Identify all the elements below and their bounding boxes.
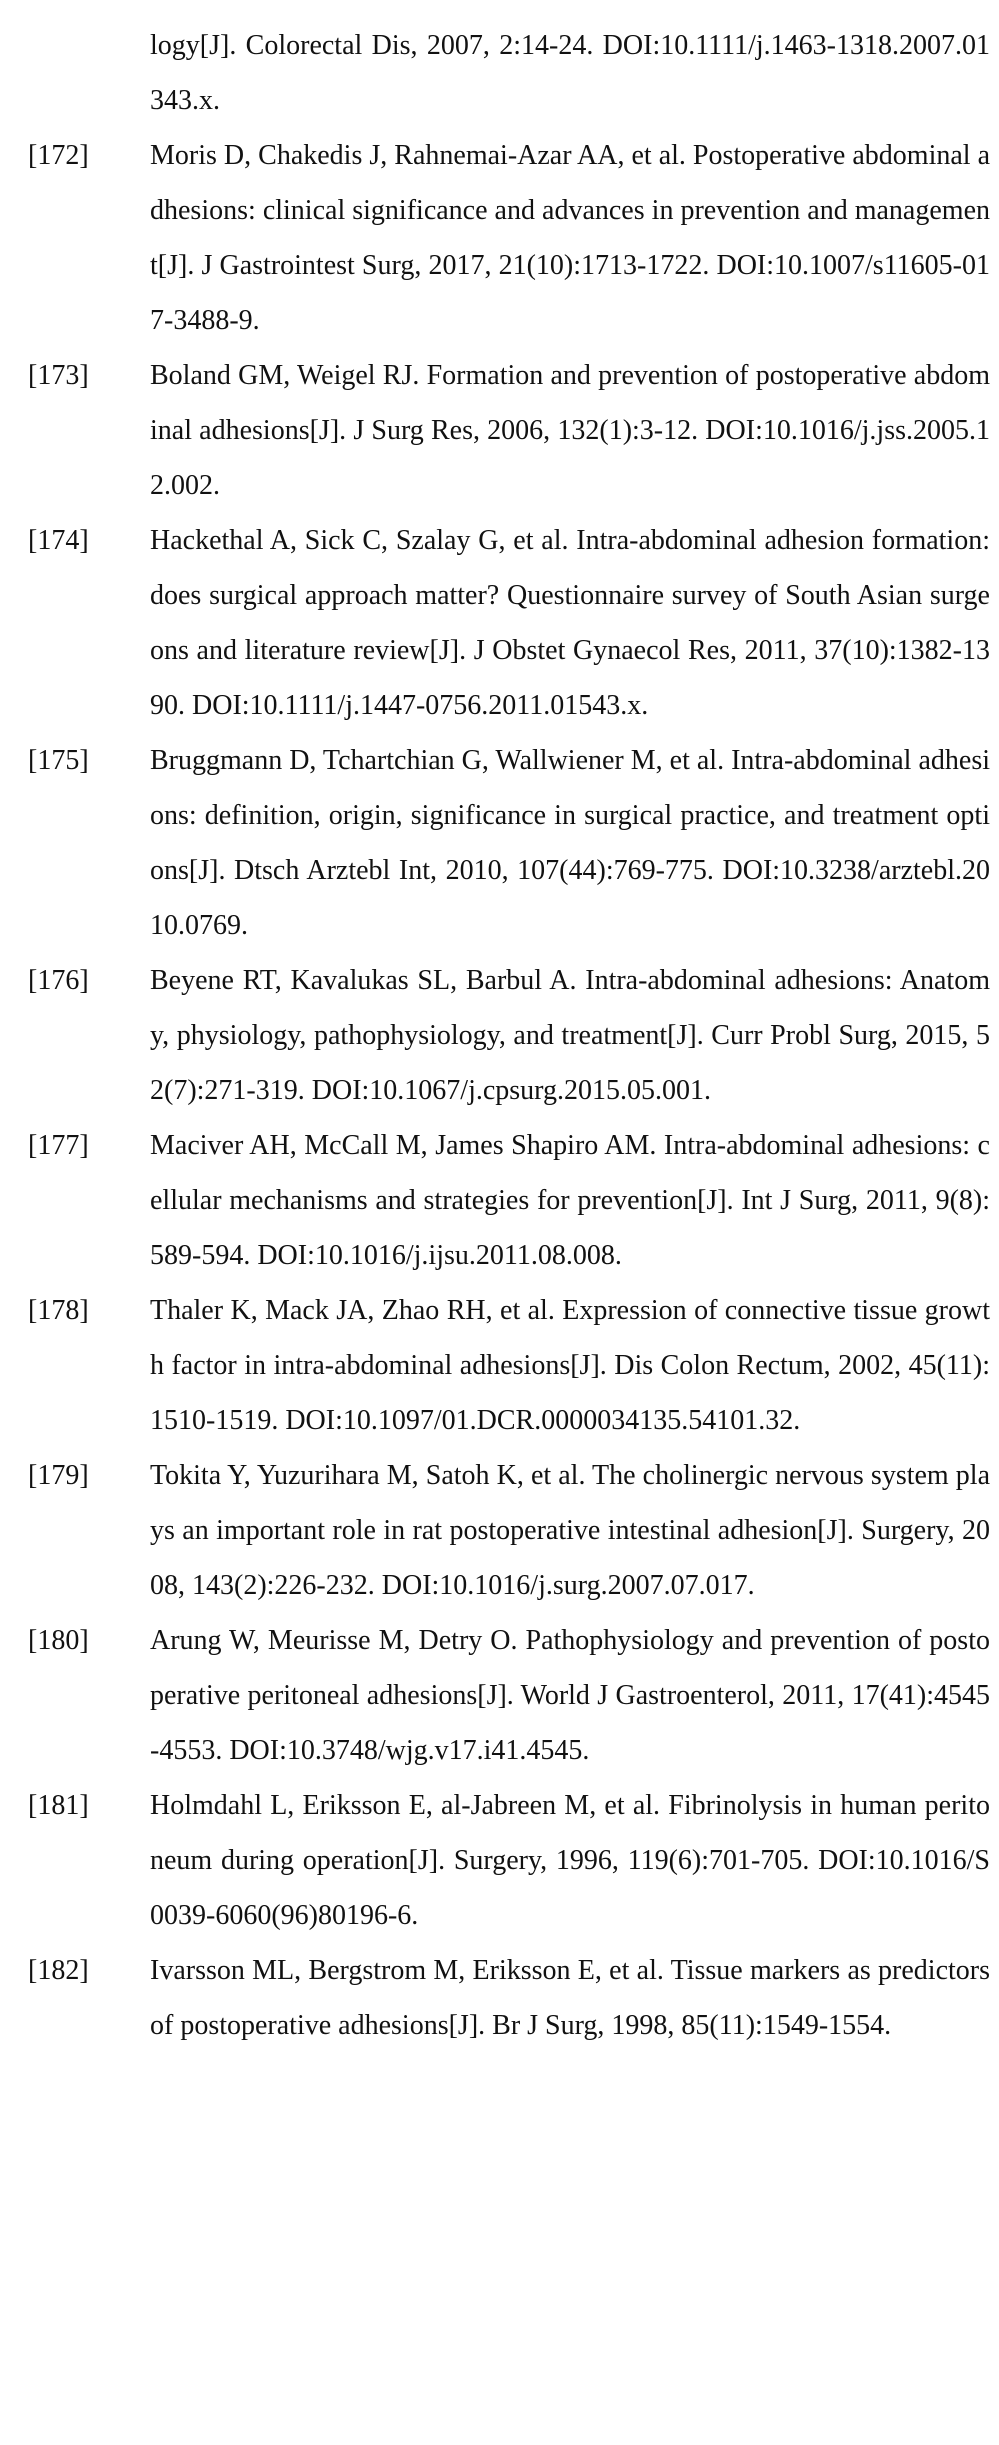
reference-item-182 bbox=[0, 1943, 999, 2053]
reference-number: [175] bbox=[28, 745, 89, 776]
reference-item-173 bbox=[0, 348, 999, 513]
reference-text: Moris D, Chakedis J, Rahnemai-Azar AA, et al. Postoperative abdominal adhesions: clinical significance and advances in prevention and management[J]. J Gastrointest Surg, 2017, 21(10):1713-1722. DOI:10.1007/s11605-017-3488-9. bbox=[150, 140, 990, 336]
reference-text: Bruggmann D, Tchartchian G, Wallwiener M, et al. Intra-abdominal adhesions: definition, origin, significance in surgical practice, and treatment options[J]. Dtsch Arztebl Int, 2010, 107(44):769-775. DOI:10.3238/arztebl.2010.0769. bbox=[150, 745, 990, 941]
reference-item-178 bbox=[0, 1283, 999, 1448]
reference-text: Maciver AH, McCall M, James Shapiro AM. Intra-abdominal adhesions: cellular mechanisms and strategies for prevention[J]. Int J Surg, 2011, 9(8):589-594. DOI:10.1016/j.ijsu.2011.08.008. bbox=[150, 1130, 990, 1271]
reference-number: [181] bbox=[28, 1790, 89, 1821]
reference-item-177 bbox=[0, 1118, 999, 1283]
reference-item-181 bbox=[0, 1778, 999, 1943]
reference-number: [172] bbox=[28, 140, 89, 171]
reference-text: Holmdahl L, Eriksson E, al-Jabreen M, et al. Fibrinolysis in human peritoneum during operation[J]. Surgery, 1996, 119(6):701-705. DOI:10.1016/S0039-6060(96)80196-6. bbox=[150, 1790, 990, 1931]
reference-number: [177] bbox=[28, 1130, 89, 1161]
reference-item-175 bbox=[0, 733, 999, 953]
reference-item-172 bbox=[0, 128, 999, 348]
reference-number: [173] bbox=[28, 360, 89, 391]
reference-item-174 bbox=[0, 513, 999, 733]
reference-text: Arung W, Meurisse M, Detry O. Pathophysiology and prevention of postoperative peritoneal adhesions[J]. World J Gastroenterol, 2011, 17(41):4545-4553. DOI:10.3748/wjg.v17.i41.4545. bbox=[150, 1625, 990, 1766]
reference-text: Beyene RT, Kavalukas SL, Barbul A. Intra-abdominal adhesions: Anatomy, physiology, pathophysiology, and treatment[J]. Curr Probl Surg, 2015, 52(7):271-319. DOI:10.1067/j.cpsurg.2015.05.001. bbox=[150, 965, 990, 1106]
reference-list bbox=[0, 18, 999, 2053]
reference-item-179 bbox=[0, 1448, 999, 1613]
reference-number: [182] bbox=[28, 1955, 89, 1986]
reference-number: [179] bbox=[28, 1460, 89, 1491]
reference-text: Thaler K, Mack JA, Zhao RH, et al. Expression of connective tissue growth factor in intra-abdominal adhesions[J]. Dis Colon Rectum, 2002, 45(11):1510-1519. DOI:10.1097/01.DCR.0000034135.54101.32. bbox=[150, 1295, 990, 1436]
reference-text: Ivarsson ML, Bergstrom M, Eriksson E, et al. Tissue markers as predictors of postoperative adhesions[J]. Br J Surg, 1998, 85(11):1549-1554. bbox=[150, 1955, 990, 2041]
reference-text: Boland GM, Weigel RJ. Formation and prevention of postoperative abdominal adhesions[J]. J Surg Res, 2006, 132(1):3-12. DOI:10.1016/j.jss.2005.12.002. bbox=[150, 360, 990, 501]
reference-number: [174] bbox=[28, 525, 89, 556]
reference-number: [178] bbox=[28, 1295, 89, 1326]
reference-continuation-text: logy[J]. Colorectal Dis, 2007, 2:14-24. DOI:10.1111/j.1463-1318.2007.01343.x. bbox=[150, 30, 990, 116]
reference-item-176 bbox=[0, 953, 999, 1118]
reference-number: [180] bbox=[28, 1625, 89, 1656]
reference-continuation bbox=[0, 18, 999, 128]
reference-number: [176] bbox=[28, 965, 89, 996]
reference-text: Tokita Y, Yuzurihara M, Satoh K, et al. The cholinergic nervous system plays an important role in rat postoperative intestinal adhesion[J]. Surgery, 2008, 143(2):226-232. DOI:10.1016/j.surg.2007.07.017. bbox=[150, 1460, 990, 1601]
reference-text: Hackethal A, Sick C, Szalay G, et al. Intra-abdominal adhesion formation: does surgical approach matter? Questionnaire survey of South Asian surgeons and literature review[J]. J Obstet Gynaecol Res, 2011, 37(10):1382-1390. DOI:10.1111/j.1447-0756.2011.01543.x. bbox=[150, 525, 990, 721]
reference-item-180 bbox=[0, 1613, 999, 1778]
